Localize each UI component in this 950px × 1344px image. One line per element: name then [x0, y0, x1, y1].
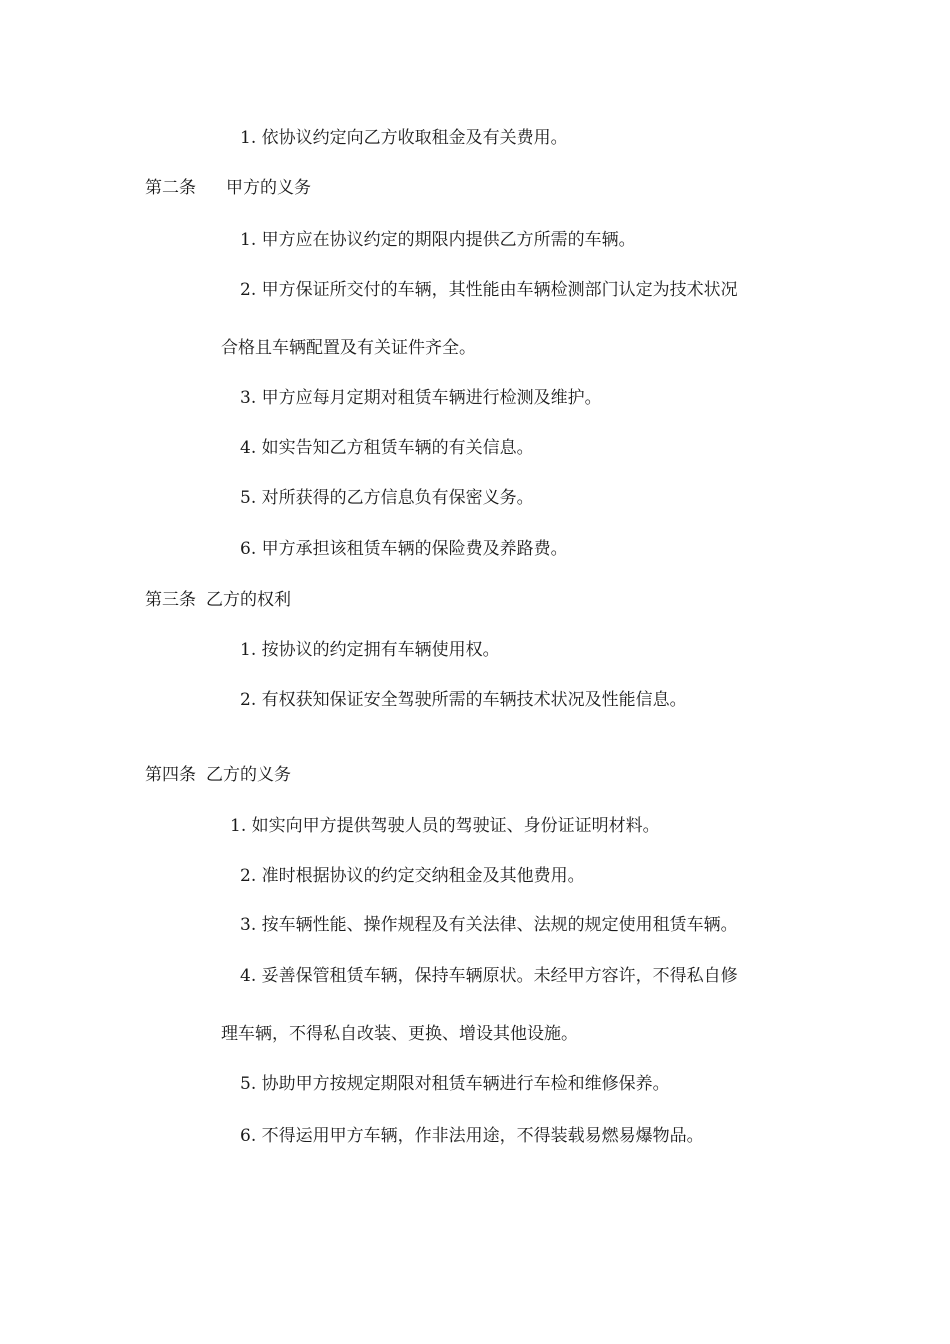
section3-item-1: 1. 按协议的约定拥有车辆使用权。 — [240, 640, 500, 660]
section3-item-2: 2. 有权获知保证安全驾驶所需的车辆技术状况及性能信息。 — [240, 690, 687, 710]
section4-item-5: 5. 协助甲方按规定期限对租赁车辆进行车检和维修保养。 — [240, 1074, 670, 1094]
section4-heading — [145, 764, 291, 786]
section2-item-4: 4. 如实告知乙方租赁车辆的有关信息。 — [240, 438, 534, 458]
section2-heading — [145, 177, 311, 199]
section4-item-4-continued: 理车辆，不得私自改装、更换、增设其他设施。 — [221, 1024, 578, 1044]
section3-number: 第三条 — [145, 590, 196, 610]
section2-number: 第二条 — [145, 178, 196, 198]
section2-title: 甲方的义务 — [226, 178, 311, 198]
section4-item-1: 1. 如实向甲方提供驾驶人员的驾驶证、身份证证明材料。 — [230, 816, 660, 836]
section2-item-1: 1. 甲方应在协议约定的期限内提供乙方所需的车辆。 — [240, 230, 636, 250]
section2-item-3: 3. 甲方应每月定期对租赁车辆进行检测及维护。 — [240, 388, 602, 408]
section2-item-2: 2. 甲方保证所交付的车辆，其性能由车辆检测部门认定为技术状况 — [240, 280, 738, 300]
section2-item-2-continued: 合格且车辆配置及有关证件齐全。 — [221, 338, 476, 358]
section4-item-6: 6. 不得运用甲方车辆，作非法用途，不得装载易燃易爆物品。 — [240, 1126, 704, 1146]
section4-item-2: 2. 准时根据协议的约定交纳租金及其他费用。 — [240, 866, 585, 886]
section2-item-6: 6. 甲方承担该租赁车辆的保险费及养路费。 — [240, 539, 568, 559]
section4-item-3: 3. 按车辆性能、操作规程及有关法律、法规的规定使用租赁车辆。 — [240, 915, 738, 935]
section4-title: 乙方的义务 — [206, 765, 291, 785]
section3-title: 乙方的权利 — [206, 590, 291, 610]
section2-item-5: 5. 对所获得的乙方信息负有保密义务。 — [240, 488, 534, 508]
section1-item-1: 1. 依协议约定向乙方收取租金及有关费用。 — [240, 128, 568, 148]
section4-number: 第四条 — [145, 765, 196, 785]
section3-heading — [145, 589, 291, 611]
section4-item-4: 4. 妥善保管租赁车辆，保持车辆原状。未经甲方容许，不得私自修 — [240, 966, 738, 986]
